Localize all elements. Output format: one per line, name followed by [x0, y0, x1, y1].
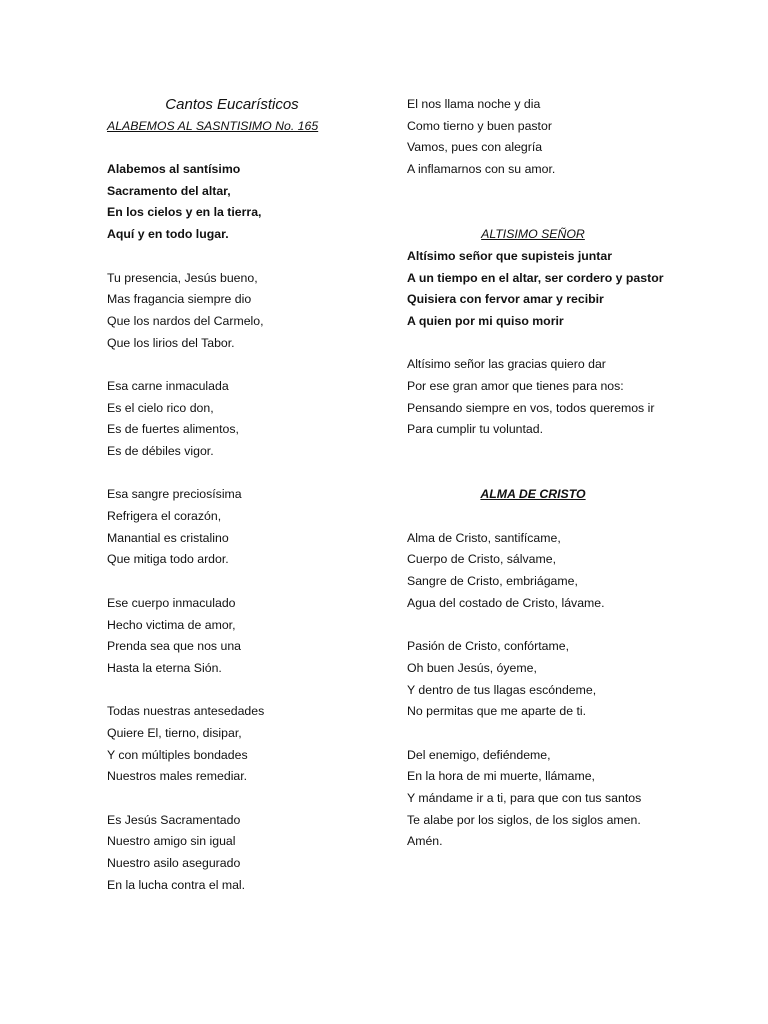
verse-line: Manantial es cristalino — [107, 530, 229, 545]
verse-line: Es Jesús Sacramentado — [107, 812, 241, 827]
verse-line: Que los lirios del Tabor. — [107, 335, 235, 350]
spacer — [407, 441, 727, 463]
spacer — [407, 506, 727, 528]
verse-line: Pensando siempre en vos, todos queremos ir — [407, 400, 655, 415]
spacer — [407, 202, 727, 224]
spacer — [107, 571, 392, 593]
verse-line: A inflamarnos con su amor. — [407, 162, 556, 177]
verse-line: Hasta la eterna Sión. — [107, 660, 222, 675]
verse-line: En la lucha contra el mal. — [107, 877, 246, 892]
verse-line: Amén. — [407, 834, 443, 849]
left-column — [107, 94, 392, 896]
verse-line: Oh buen Jesús, óyeme, — [407, 660, 537, 675]
stanza — [407, 94, 727, 181]
verse-line: Pasión de Cristo, confórtame, — [407, 639, 569, 654]
verse-line: Y mándame ir a ti, para que con tus santos — [407, 791, 642, 805]
verse-line: Que mitiga todo ardor. — [107, 552, 229, 567]
spacer — [407, 723, 727, 745]
verse-line: Mas fragancia siempre dio — [107, 292, 252, 307]
verse-line: Todas nuestras antesedades — [107, 704, 265, 719]
song-title-altisimo: ALTISIMO SEÑOR — [481, 227, 585, 242]
spacer — [107, 354, 392, 376]
verse-line: Ese cuerpo inmaculado — [107, 595, 236, 610]
verse-line: Prenda sea que nos una — [107, 639, 242, 654]
verse-line: Refrigera el corazón, — [107, 509, 222, 524]
stanza — [107, 484, 392, 571]
spacer — [107, 463, 392, 485]
verse-line: Por ese gran amor que tienes para nos: — [407, 378, 624, 393]
verse-line: Alma de Cristo, santifícame, — [407, 530, 561, 545]
spacer — [407, 463, 727, 485]
verse-line: Que los nardos del Carmelo, — [107, 313, 264, 328]
right-column — [407, 94, 727, 853]
verse-line: Para cumplir tu voluntad. — [407, 422, 544, 437]
verse-line: Quiere El, tierno, disipar, — [107, 725, 242, 740]
stanza — [407, 246, 727, 333]
verse-line: Nuestro amigo sin igual — [107, 834, 236, 849]
spacer — [107, 680, 392, 702]
stanza — [107, 593, 392, 680]
song-title-alabemos: ALABEMOS AL SASNTISIMO No. 165 — [107, 118, 319, 133]
stanza — [407, 528, 727, 615]
stanza — [107, 701, 392, 788]
verse-line: Nuestros males remediar. — [107, 769, 248, 784]
document-title: Cantos Eucarísticos — [165, 96, 299, 113]
verse-line: Del enemigo, defiéndeme, — [407, 747, 551, 762]
spacer — [107, 788, 392, 810]
spacer — [407, 615, 727, 637]
spacer — [407, 181, 727, 203]
verse-line: Quisiera con fervor amar y recibir — [407, 292, 604, 307]
verse-line: Hecho victima de amor, — [107, 617, 236, 632]
verse-line: Como tierno y buen pastor — [407, 118, 552, 133]
verse-line: Altísimo señor que supisteis juntar — [407, 248, 612, 263]
verse-line: Sangre de Cristo, embriágame, — [407, 574, 578, 589]
verse-line: Te alabe por los siglos, de los siglos amen. — [407, 812, 641, 827]
verse-line: El nos llama noche y dia — [407, 97, 541, 111]
stanza — [107, 268, 392, 355]
verse-line: Nuestro asilo asegurado — [107, 856, 241, 871]
verse-line: En la hora de mi muerte, llámame, — [407, 769, 595, 784]
verse-line: Es el cielo rico don, — [107, 400, 214, 415]
verse-line: A quien por mi quiso morir — [407, 313, 564, 328]
verse-line: Y dentro de tus llagas escóndeme, — [407, 682, 597, 697]
verse-line: Vamos, pues con alegría — [407, 140, 543, 155]
verse-line: Cuerpo de Cristo, sálvame, — [407, 552, 556, 567]
verse-line: Es de fuertes alimentos, — [107, 422, 239, 437]
stanza — [407, 745, 727, 853]
stanza — [107, 810, 392, 897]
verse-line: A un tiempo en el altar, ser cordero y pastor — [407, 270, 664, 285]
verse-line: Esa sangre preciosísima — [107, 487, 242, 502]
verse-line: Y con múltiples bondades — [107, 747, 248, 762]
verse-line: Aquí y en todo lugar. — [107, 227, 229, 242]
stanza — [407, 354, 727, 441]
verse-line: Agua del costado de Cristo, lávame. — [407, 595, 605, 610]
stanza — [407, 636, 727, 723]
stanza — [107, 159, 392, 246]
verse-line: Sacramento del altar, — [107, 183, 231, 198]
spacer — [407, 333, 727, 355]
song-title-alma-de-cristo: ALMA DE CRISTO — [480, 487, 586, 502]
verse-line: Alabemos al santísimo — [107, 162, 241, 177]
verse-line: En los cielos y en la tierra, — [107, 205, 262, 220]
spacer — [107, 137, 392, 159]
spacer — [107, 246, 392, 268]
stanza — [107, 376, 392, 463]
verse-line: Tu presencia, Jesús bueno, — [107, 270, 258, 285]
verse-line: Altísimo señor las gracias quiero dar — [407, 357, 606, 372]
verse-line: Es de débiles vigor. — [107, 444, 214, 458]
verse-line: Esa carne inmaculada — [107, 378, 229, 393]
verse-line: No permitas que me aparte de ti. — [407, 704, 587, 719]
